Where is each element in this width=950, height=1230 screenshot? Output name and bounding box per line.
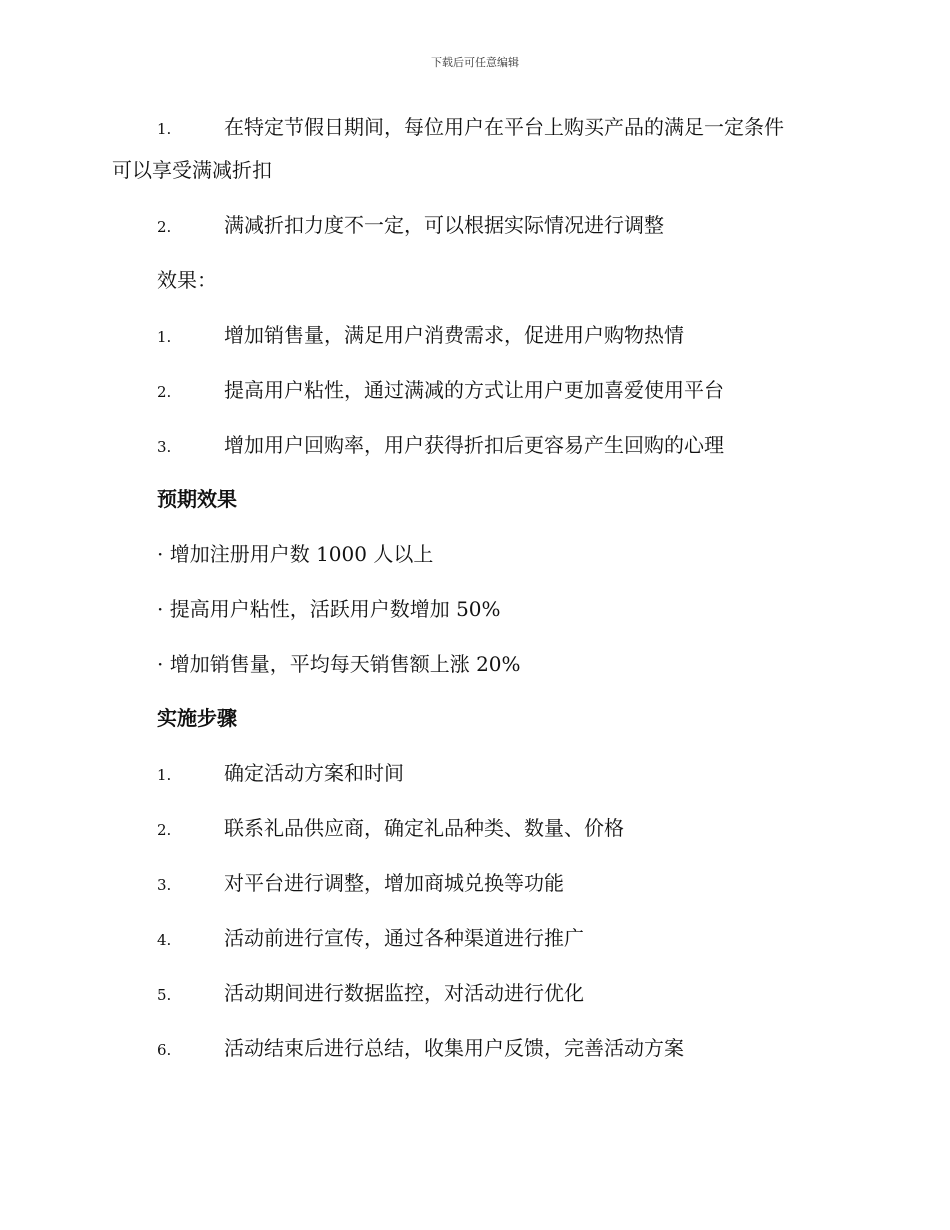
- implementation-steps-heading: 实施步骤: [157, 706, 237, 730]
- list-text: 在特定节假日期间，每位用户在平台上购买产品的满足一定条件: [224, 115, 784, 139]
- bullet-text: · 增加销售量，平均每天销售额上涨 20%: [157, 652, 521, 676]
- effect-label: 效果：: [157, 268, 217, 292]
- step-number: 5.: [157, 986, 172, 1004]
- step-text: 确定活动方案和时间: [224, 761, 404, 785]
- step-text: 对平台进行调整，增加商城兑换等功能: [224, 871, 564, 895]
- step-number: 6.: [157, 1041, 172, 1059]
- list-text: 满减折扣力度不一定，可以根据实际情况进行调整: [224, 213, 664, 237]
- step-text: 活动期间进行数据监控，对活动进行优化: [224, 981, 584, 1005]
- step-text: 活动前进行宣传，通过各种渠道进行推广: [224, 926, 584, 950]
- list-text: 提高用户粘性，通过满减的方式让用户更加喜爱使用平台: [224, 378, 724, 402]
- step-text: 活动结束后进行总结，收集用户反馈，完善活动方案: [224, 1036, 684, 1060]
- bullet-text: · 提高用户粘性，活跃用户数增加 50%: [157, 597, 501, 621]
- list-number: 2.: [157, 218, 172, 236]
- list-number: 3.: [157, 438, 172, 456]
- step-number: 1.: [157, 766, 172, 784]
- step-number: 4.: [157, 931, 172, 949]
- step-number: 2.: [157, 821, 172, 839]
- list-number: 1.: [157, 120, 172, 138]
- list-text: 增加销售量，满足用户消费需求，促进用户购物热情: [224, 323, 684, 347]
- expected-results-heading: 预期效果: [157, 487, 237, 511]
- list-text: 增加用户回购率，用户获得折扣后更容易产生回购的心理: [224, 433, 724, 457]
- step-text: 联系礼品供应商，确定礼品种类、数量、价格: [224, 816, 624, 840]
- list-text-continuation: 可以享受满减折扣: [112, 158, 272, 182]
- list-number: 1.: [157, 328, 172, 346]
- list-number: 2.: [157, 383, 172, 401]
- page-header: 下载后可任意编辑: [431, 56, 519, 69]
- step-number: 3.: [157, 876, 172, 894]
- bullet-text: · 增加注册用户数 1000 人以上: [157, 542, 434, 566]
